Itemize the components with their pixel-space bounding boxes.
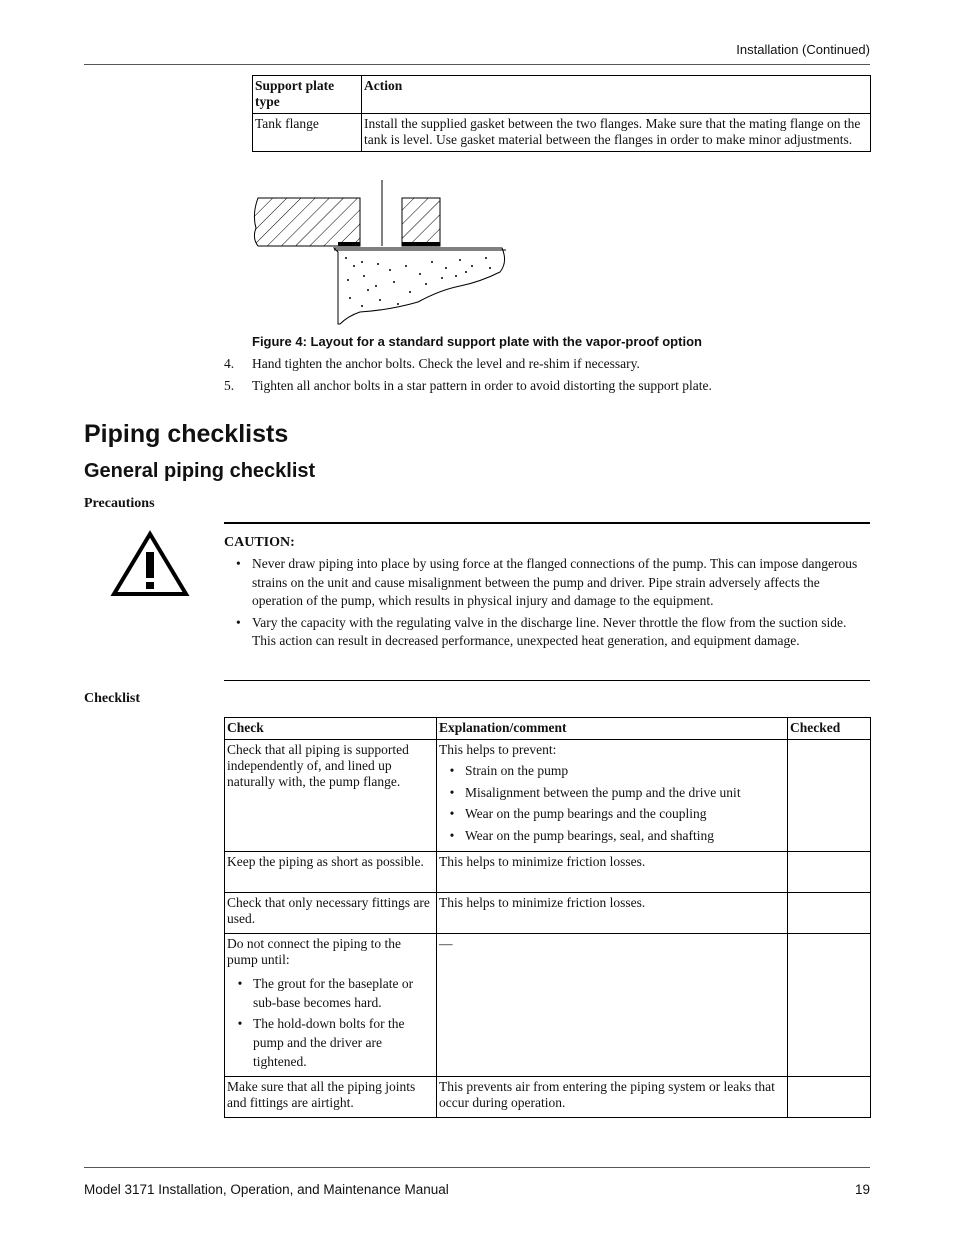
- installation-steps: [224, 356, 712, 400]
- cell-check: Check that all piping is supported independently of, and lined up naturally with, the pump flange.: [225, 740, 437, 852]
- subsection-title: General piping checklist: [84, 460, 316, 482]
- cell-check: Make sure that all the piping joints and fittings are airtight.: [225, 1077, 437, 1118]
- explanation-bullets: [439, 762, 785, 845]
- support-plate-left: [254, 198, 360, 246]
- bullet-text: The grout for the baseplate or sub-base becomes hard.: [253, 976, 414, 1010]
- check-text: Do not connect the piping to the pump until:: [227, 936, 401, 967]
- running-header: Installation (Continued): [736, 42, 870, 57]
- caution-text: Vary the capacity with the regulating valve in the discharge line. Never throttle the flow from the suction side. This action can result in decreased performance, unexpected heat generation, and equipment damage.: [252, 614, 847, 648]
- bullet-icon: •: [236, 614, 241, 630]
- cell-action: Install the supplied gasket between the two flanges. Make sure that the mating flange on the tank is level. Use gasket material between the flanges in order to make minor adjustments.: [362, 114, 871, 152]
- list-item: [224, 378, 712, 394]
- caution-top-rule: [224, 522, 870, 524]
- cell-explanation: [437, 740, 788, 852]
- cell-check: Keep the piping as short as possible.: [225, 852, 437, 893]
- explanation-text: This helps to prevent:: [439, 742, 557, 757]
- checklist-label: Checklist: [84, 691, 140, 706]
- gasket-left: [338, 242, 360, 246]
- col-header-support-plate-type: Support plate type: [253, 76, 362, 114]
- caution-text: Never draw piping into place by using force at the flanged connections of the pump. This can impose dangerous strains on the unit and cause misalignment between the pump and driver. Pipe strain adversely affects the operation of the pump, which results in physical injury and damage to the equipment.: [252, 556, 858, 608]
- list-item: [227, 1014, 434, 1071]
- cell-checked[interactable]: [788, 1077, 871, 1118]
- cell-plate-type: Tank flange: [253, 114, 362, 152]
- step-text: Hand tighten the anchor bolts. Check the level and re-shim if necessary.: [252, 356, 640, 371]
- cell-explanation: —: [437, 934, 788, 1077]
- cell-checked[interactable]: [788, 934, 871, 1077]
- bullet-text: Wear on the pump bearings, seal, and shafting: [465, 827, 714, 843]
- precautions-label: Precautions: [84, 496, 155, 511]
- cell-checked[interactable]: [788, 893, 871, 934]
- footer-rule: [84, 1167, 870, 1168]
- list-item: [236, 614, 870, 651]
- col-header-check: Check: [225, 718, 437, 740]
- list-item: [236, 555, 870, 611]
- table-row: [225, 934, 871, 1077]
- col-header-action: Action: [362, 76, 871, 114]
- figure-caption: Figure 4: Layout for a standard support plate with the vapor-proof option: [252, 334, 702, 349]
- list-item: [227, 974, 434, 1012]
- caution-list: [236, 555, 870, 654]
- list-item: [224, 356, 712, 372]
- bullet-icon: •: [449, 806, 455, 821]
- bullet-icon: •: [449, 827, 455, 843]
- bullet-icon: •: [449, 763, 455, 778]
- table-header-row: [225, 718, 871, 740]
- table-row: [225, 1077, 871, 1118]
- header-rule: [84, 64, 870, 65]
- bullet-icon: •: [236, 556, 241, 571]
- table-row: [225, 740, 871, 852]
- bullet-text: Misalignment between the pump and the drive unit: [465, 784, 741, 800]
- table-row: [253, 114, 871, 152]
- list-item: [439, 784, 785, 802]
- support-plate-right: [402, 198, 440, 246]
- list-item: [439, 827, 785, 845]
- list-item: [439, 805, 785, 823]
- footer-manual-title: Model 3171 Installation, Operation, and Maintenance Manual: [84, 1182, 449, 1197]
- table-row: [225, 893, 871, 934]
- warning-triangle-icon: [110, 530, 190, 598]
- list-item: [439, 762, 785, 780]
- gasket-right: [402, 242, 440, 246]
- bullet-icon: •: [237, 1016, 243, 1031]
- table-header-row: [253, 76, 871, 114]
- step-number: 5.: [224, 378, 235, 393]
- cell-check: [225, 934, 437, 1077]
- section-title: Piping checklists: [84, 420, 289, 448]
- bullet-text: Strain on the pump: [465, 763, 569, 778]
- col-header-explanation: Explanation/comment: [437, 718, 788, 740]
- cell-explanation: This prevents air from entering the piping system or leaks that occur during operation.: [437, 1077, 788, 1118]
- bullet-icon: •: [237, 976, 243, 991]
- support-plate-table: [252, 75, 871, 152]
- step-number: 4.: [224, 356, 235, 371]
- cell-checked[interactable]: [788, 852, 871, 893]
- cell-checked[interactable]: [788, 740, 871, 852]
- cell-check: Check that only necessary fittings are used.: [225, 893, 437, 934]
- cell-explanation: This helps to minimize friction losses.: [437, 893, 788, 934]
- caution-bottom-rule: [224, 680, 870, 681]
- check-bullets: [227, 974, 434, 1071]
- bullet-text: Wear on the pump bearings and the coupling: [465, 806, 707, 821]
- caution-title: CAUTION:: [224, 535, 295, 550]
- step-text: Tighten all anchor bolts in a star pattern in order to avoid distorting the support plate.: [252, 378, 712, 393]
- table-row: [225, 852, 871, 893]
- tank-flange-block: [334, 248, 505, 324]
- bullet-icon: •: [449, 784, 455, 800]
- cell-explanation: This helps to minimize friction losses.: [437, 852, 788, 893]
- support-plate-diagram: [250, 178, 510, 328]
- col-header-checked: Checked: [788, 718, 871, 740]
- page-number: 19: [854, 1182, 870, 1197]
- piping-checklist-table: [224, 717, 871, 1118]
- bullet-text: The hold-down bolts for the pump and the driver are tightened.: [253, 1016, 405, 1069]
